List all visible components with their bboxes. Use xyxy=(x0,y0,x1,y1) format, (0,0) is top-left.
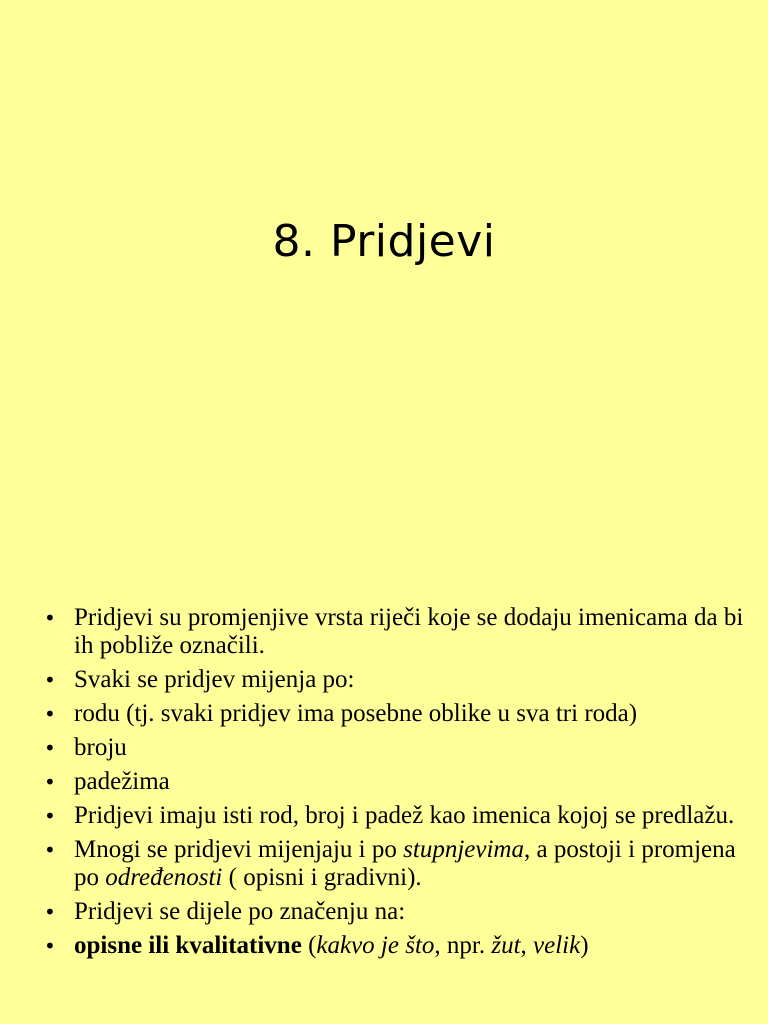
bold-term-opisne: opisne ili kvalitativne xyxy=(74,932,302,959)
list-item xyxy=(44,836,744,892)
bullet-icon: • xyxy=(44,934,56,958)
italic-term-stupnjevima: stupnjevima xyxy=(403,836,524,863)
bullet-list xyxy=(44,604,744,966)
list-item xyxy=(44,932,744,960)
bullet-text: Pridjevi imaju isti rod, broj i padež kao imenica kojoj se predlažu. xyxy=(74,802,735,829)
italic-example: žut xyxy=(491,932,521,959)
italic-example: velik xyxy=(533,932,581,959)
bullet-icon: • xyxy=(44,900,56,924)
list-item xyxy=(44,604,744,660)
list-item xyxy=(44,898,744,926)
bullet-icon: • xyxy=(44,606,56,630)
bullet-text: rodu (tj. svaki pridjev ima posebne oblike u sva tri roda) xyxy=(74,700,638,727)
bullet-icon: • xyxy=(44,838,56,862)
bullet-text: broju xyxy=(74,734,127,761)
bullet-text-part: , a postoji i promjena po xyxy=(74,836,736,891)
bullet-text-part: , xyxy=(520,932,534,959)
list-item xyxy=(44,802,744,830)
bullet-text: Pridjevi su promjenjive vrsta riječi koje se dodaju imenicama da bi ih pobliže označili. xyxy=(74,604,744,659)
bullet-text-part: ( xyxy=(301,932,317,959)
bullet-icon: • xyxy=(44,668,56,692)
bullet-text-part: ( opisni i gradivni). xyxy=(222,864,422,891)
bullet-text: Pridjevi se dijele po značenju na: xyxy=(74,898,406,925)
bullet-text: padežima xyxy=(74,768,170,795)
bullet-text: Svaki se pridjev mijenja po: xyxy=(74,666,355,693)
italic-phrase: kakvo je što xyxy=(316,932,435,959)
list-item xyxy=(44,700,744,728)
bullet-text-part: ) xyxy=(580,932,589,959)
list-item xyxy=(44,666,744,694)
bullet-icon: • xyxy=(44,702,56,726)
italic-term-odredenosti: određenosti xyxy=(105,864,223,891)
bullet-text-part: Mnogi se pridjevi mijenjaju i po xyxy=(74,836,404,863)
list-item xyxy=(44,768,744,796)
list-item xyxy=(44,734,744,762)
bullet-icon: • xyxy=(44,804,56,828)
bullet-icon: • xyxy=(44,736,56,760)
slide-title: 8. Pridjevi xyxy=(272,216,496,267)
bullet-text-part: , npr. xyxy=(434,932,492,959)
bullet-icon: • xyxy=(44,770,56,794)
